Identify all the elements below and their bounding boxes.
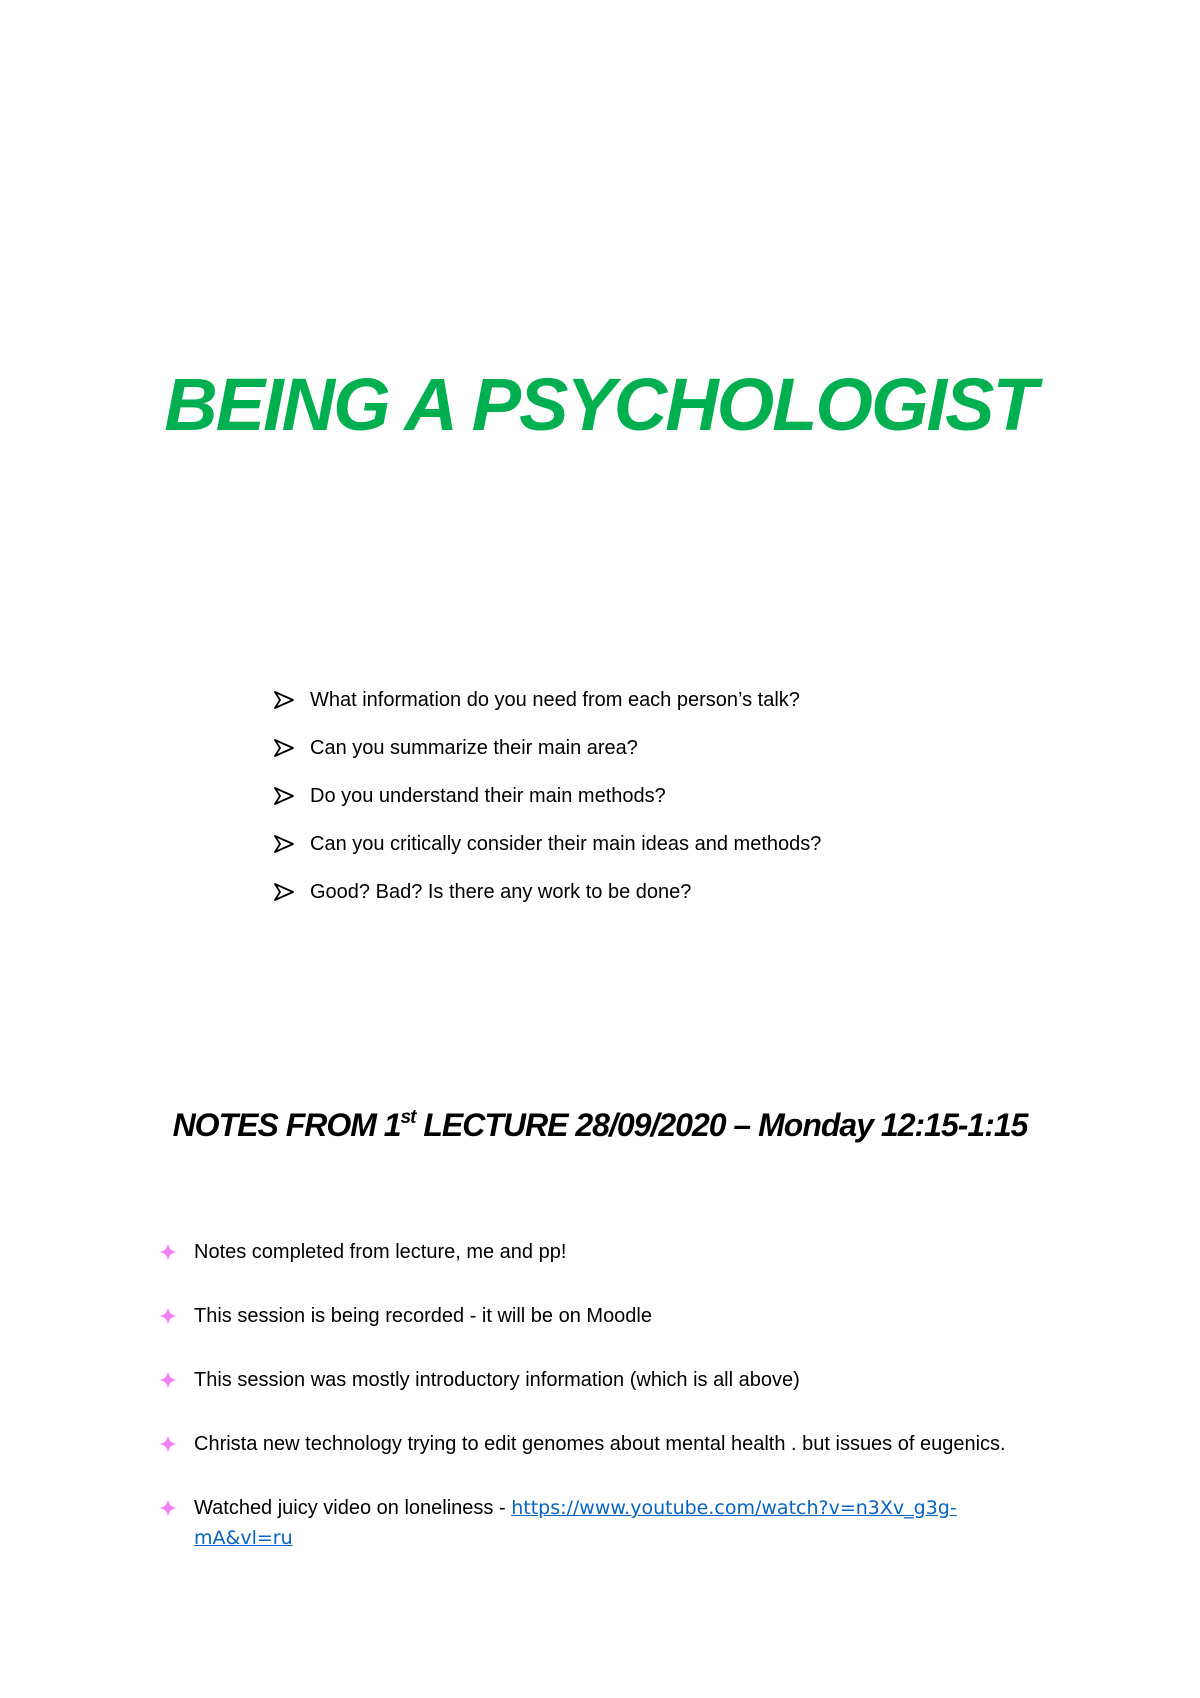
arrowhead-bullet-icon	[273, 734, 295, 762]
note-text: Notes completed from lecture, me and pp!	[194, 1241, 567, 1263]
youtube-link-part1[interactable]: https://www.youtube.com/watch?v=n3Xv_g3g-	[511, 1497, 957, 1519]
list-item	[273, 782, 1073, 830]
list-item	[273, 686, 1073, 734]
arrowhead-bullet-icon	[273, 878, 295, 906]
list-item	[273, 734, 1073, 782]
lecture-heading-prefix: NOTES FROM 1	[172, 1107, 401, 1143]
list-item	[157, 1365, 1107, 1395]
note-text: Christa new technology trying to edit genomes about mental health . but issues of eugenics.	[194, 1433, 1006, 1455]
notes-list	[157, 1237, 1107, 1587]
list-item	[157, 1429, 1107, 1459]
lecture-heading	[0, 1105, 1200, 1145]
question-text: Can you summarize their main area?	[310, 737, 638, 759]
list-item	[273, 878, 1073, 926]
arrowhead-bullet-icon	[273, 686, 295, 714]
list-item	[157, 1493, 1107, 1553]
diamond-bullet-icon	[159, 1435, 177, 1453]
question-list	[273, 686, 1073, 926]
page-title: BEING A PSYCHOLOGIST	[164, 363, 1036, 446]
arrowhead-bullet-icon	[273, 830, 295, 858]
arrowhead-bullet-icon	[273, 782, 295, 810]
diamond-bullet-icon	[159, 1499, 177, 1517]
question-text: Good? Bad? Is there any work to be done?	[310, 881, 692, 903]
diamond-bullet-icon	[159, 1243, 177, 1261]
youtube-link-part2[interactable]: mA&vl=ru	[194, 1527, 293, 1549]
lecture-heading-ordinal: st	[400, 1107, 416, 1128]
diamond-bullet-icon	[159, 1371, 177, 1389]
question-text: Do you understand their main methods?	[310, 785, 666, 807]
lecture-heading-suffix: LECTURE 28/09/2020 – Monday 12:15-1:15	[415, 1107, 1028, 1143]
diamond-bullet-icon	[159, 1307, 177, 1325]
video-note-text: Watched juicy video on loneliness -	[194, 1497, 512, 1519]
note-text: This session was mostly introductory information (which is all above)	[194, 1369, 800, 1391]
list-item	[157, 1237, 1107, 1267]
note-text: This session is being recorded - it will be on Moodle	[194, 1305, 652, 1327]
question-text: What information do you need from each person’s talk?	[310, 689, 800, 711]
list-item	[273, 830, 1073, 878]
question-text: Can you critically consider their main ideas and methods?	[310, 833, 822, 855]
list-item	[157, 1301, 1107, 1331]
